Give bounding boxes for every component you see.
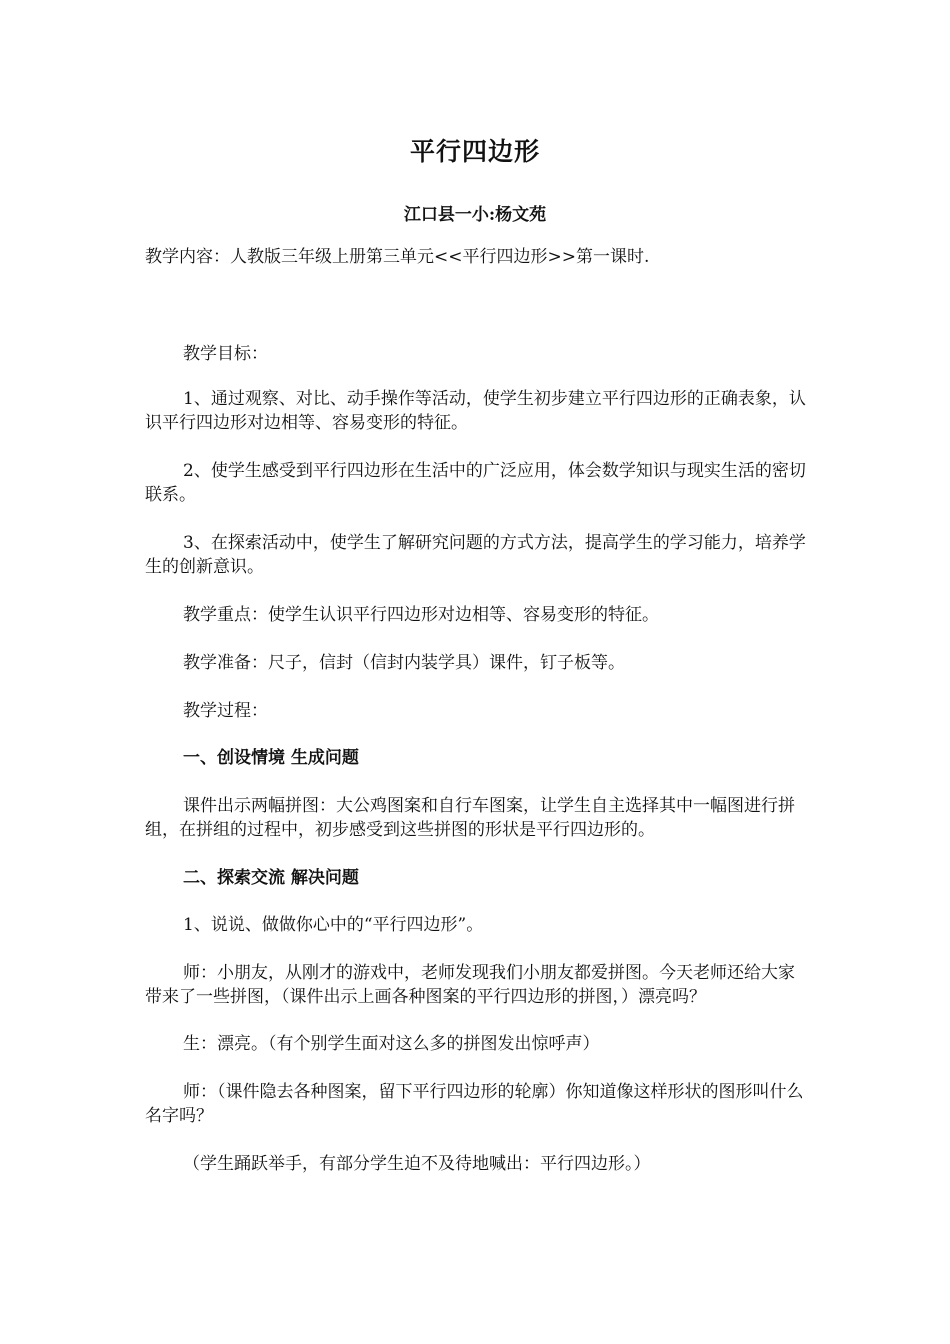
dialogue-1: 师：小朋友，从刚才的游戏中，老师发现我们小朋友都爱拼图。今天老师还给大家带来了一些拼图，（课件出示上画各种图案的平行四边形的拼图，）漂亮吗？ [145, 963, 795, 1007]
section-1-heading: 一、创设情境 生成问题 [183, 748, 359, 768]
section-1-text: 课件出示两幅拼图：大公鸡图案和自行车图案，让学生自主选择其中一幅图进行拼组，在拼组的过程中，初步感受到这些拼图的形状是平行四边形的。 [145, 796, 795, 840]
section-2-heading: 二、探索交流 解决问题 [183, 868, 359, 888]
document-title: 平行四边形 [409, 137, 540, 166]
objective-2: 2、使学生感受到平行四边形在生活中的广泛应用，体会数学知识与现实生活的密切联系。 [145, 461, 806, 505]
dialogue-4: （学生踊跃举手，有部分学生迫不及待地喊出：平行四边形。） [183, 1154, 651, 1174]
teaching-content: 教学内容：人教版三年级上册第三单元<<平行四边形>>第一课时. [145, 247, 650, 267]
document-author: 江口县一小:杨文苑 [403, 205, 547, 225]
key-points: 教学重点：使学生认识平行四边形对边相等、容易变形的特征。 [183, 605, 659, 625]
dialogue-3: 师：（课件隐去各种图案，留下平行四边形的轮廓）你知道像这样形状的图形叫什么名字吗？ [145, 1082, 804, 1126]
section-2-item-1: 1、说说、做做你心中的“平行四边形”。 [183, 915, 484, 935]
preparation: 教学准备：尺子，信封（信封内装学具）课件，钉子板等。 [183, 653, 625, 673]
dialogue-2: 生：漂亮。（有个别学生面对这么多的拼图发出惊呼声） [183, 1034, 600, 1054]
objective-3: 3、在探索活动中，使学生了解研究问题的方式方法，提高学生的学习能力，培养学生的创新意识。 [145, 533, 806, 577]
objectives-heading: 教学目标： [183, 344, 268, 364]
process-heading: 教学过程： [183, 701, 268, 721]
objective-1: 1、通过观察、对比、动手操作等活动，使学生初步建立平行四边形的正确表象，认识平行四边形对边相等、容易变形的特征。 [145, 389, 806, 433]
